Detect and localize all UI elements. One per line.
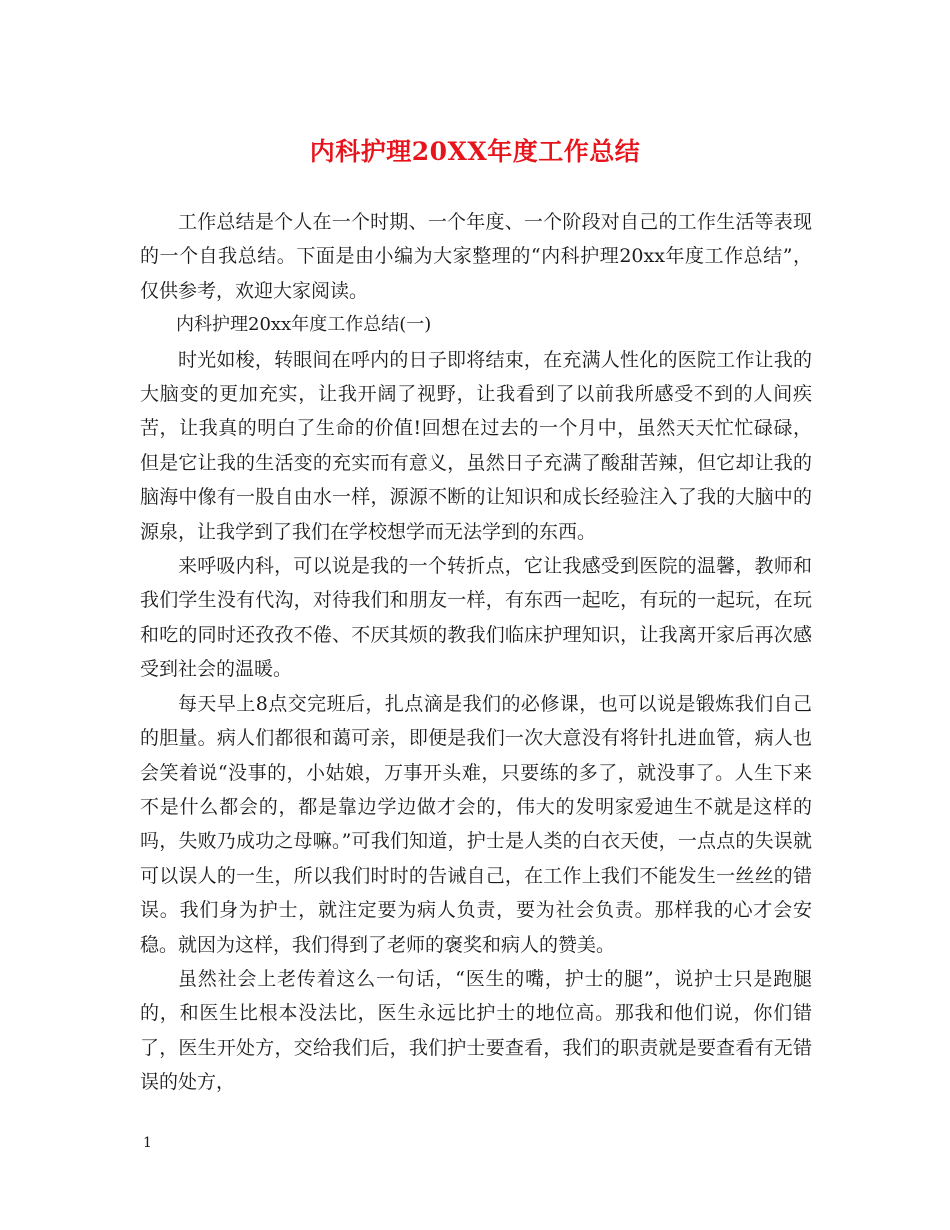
body-paragraph-4: 虽然社会上老传着这么一句话，“医生的嘴，护士的腿”，说护士只是跑腿的，和医生比根本没法比，医生永远比护士的地位高。那我和他们说，你们错了，医生开处方，交给我们后，我们护士要查看，我们的职责就是要查看有无错误的处方，	[140, 967, 812, 1094]
document-body	[140, 205, 812, 1100]
section-heading: 内科护理20xx年度工作总结(一)	[176, 314, 432, 336]
body-paragraph-3: 每天早上8点交完班后，扎点滴是我们的必修课，也可以说是锻炼我们自己的胆量。病人们都很和蔼可亲，即便是我们一次大意没有将针扎进血管，病人也会笑着说“没事的，小姑娘，万事开头难，只要练的多了，就没事了。人生下来不是什么都会的，都是靠边学边做才会的，伟大的发明家爱迪生不就是这样的吗，失败乃成功之母嘛。”可我们知道，护士是人类的白衣天使，一点点的失误就可以误人的一生，所以我们时时的告诫自己，在工作上我们不能发生一丝丝的错误。我们身为护士，就注定要为病人负责，要为社会负责。那样我的心才会安稳。就因为这样，我们得到了老师的褒奖和病人的赞美。	[140, 692, 812, 956]
body-paragraph-2: 来呼吸内科，可以说是我的一个转折点，它让我感受到医院的温馨，教师和我们学生没有代沟，对待我们和朋友一样，有东西一起吃，有玩的一起玩，在玩和吃的同时还孜孜不倦、不厌其烦的教我们临床护理知识，让我离开家后再次感受到社会的温暖。	[140, 555, 812, 681]
body-paragraph-1: 时光如梭，转眼间在呼内的日子即将结束，在充满人性化的医院工作让我的大脑变的更加充实，让我开阔了视野，让我看到了以前我所感受不到的人间疾苦，让我真的明白了生命的价值!回想在过去的一个月中，虽然天天忙忙碌碌，但是它让我的生活变的充实而有意义，虽然日子充满了酸甜苦辣，但它却让我的脑海中像有一股自由水一样，源源不断的让知识和成长经验注入了我的大脑中的源泉，让我学到了我们在学校想学而无法学到的东西。	[140, 348, 812, 543]
page-number: 1	[143, 1135, 152, 1151]
intro-paragraph: 工作总结是个人在一个时期、一个年度、一个阶段对自己的工作生活等表现的一个自我总结。下面是由小编为大家整理的“内科护理20xx年度工作总结”，仅供参考，欢迎大家阅读。	[140, 211, 812, 302]
document-title: 内科护理20XX年度工作总结	[309, 137, 641, 166]
